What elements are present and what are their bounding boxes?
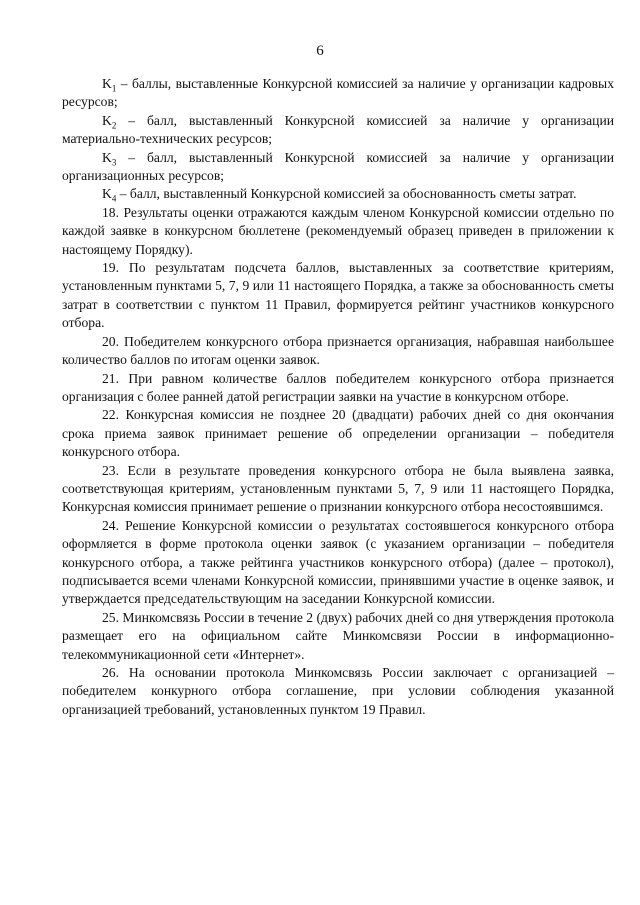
paragraph-24: 24. Решение Конкурсной комиссии о результатах состоявшегося конкурсного отбора оформляется в форме протокола оценки заявок (с указанием организации – победителя конкурсного отбора, а также рейтинга участников конкурсного отбора) (далее – протокол), подписывается всеми членами Конкурсной комиссии, принявшими участие в оценке заявок, и утверждается председательствующим на заседании Конкурсной комиссии.: [62, 517, 614, 607]
paragraph-18: 18. Результаты оценки отражаются каждым членом Конкурсной комиссии отдельно по каждой заявке в конкурсном бюллетене (рекомендуемый образец приведен в приложении к настоящему Порядку).: [62, 204, 614, 257]
criterion-k4: [62, 185, 614, 203]
page-number: 6: [316, 43, 324, 59]
criterion-text: – балл, выставленный Конкурсной комиссией за обоснованность сметы затрат.: [116, 186, 577, 202]
document-body: [62, 75, 614, 719]
criterion-index: 4: [111, 194, 117, 205]
paragraph-20: 20. Победителем конкурсного отбора признается организация, набравшая наибольшее количество баллов по итогам оценки заявок.: [62, 333, 614, 368]
paragraph-25: 25. Минкомсвязь России в течение 2 (двух) рабочих дней со дня утверждения протокола размещает его на официальном сайте Минкомсвязи России в информационно-телекоммуникационной сети «Интернет».: [62, 609, 614, 662]
criterion-index: 2: [111, 120, 117, 131]
criterion-text: – баллы, выставленные Конкурсной комиссией за наличие у организации кадровых ресурсов;: [62, 76, 614, 110]
criterion-text: – балл, выставленный Конкурсной комиссией за наличие у организации материально-технических ресурсов;: [62, 112, 614, 147]
criterion-k3: [62, 149, 614, 186]
paragraph-19: 19. По результатам подсчета баллов, выставленных за соответствие критериям, установленным пунктами 5, 7, 9 или 11 настоящего Порядка, а также за обоснованность сметы затрат в соответствии с пунктом 11 Правил, формируется рейтинг участников конкурсного отбора.: [62, 260, 614, 331]
criterion-index: 1: [111, 83, 117, 94]
criterion-symbol: K: [102, 76, 112, 91]
paragraph-23: 23. Если в результате проведения конкурсного отбора не была выявлена заявка, соответствующая критериям, установленным пунктами 5, 7, 9 или 11 настоящего Порядка, Конкурсная комиссия принимает решение о признании конкурсного отбора несостоявшимся.: [62, 462, 614, 515]
criterion-symbol: K: [102, 186, 112, 202]
criterion-index: 3: [111, 157, 117, 168]
criterion-text: – балл, выставленный Конкурсной комиссией за наличие у организации организационных ресурсов;: [62, 149, 614, 184]
paragraph-26: 26. На основании протокола Минкомсвязь России заключает с организацией – победителем конкурного отбора соглашение, при условии соблюдения указанной организацией требований, установленных пунктом 19 Правил.: [62, 665, 614, 717]
paragraph-21: 21. При равном количестве баллов победителем конкурсного отбора признается организация с более ранней датой регистрации заявки на участие в конкурсном отборе.: [62, 370, 614, 404]
criterion-k1: [62, 75, 614, 112]
paragraph-22: 22. Конкурсная комиссия не позднее 20 (двадцати) рабочих дней со дня окончания срока приема заявок принимает решение об определении организации – победителя конкурсного отбора.: [62, 407, 614, 460]
criterion-k2: [62, 112, 614, 149]
criterion-symbol: K: [102, 112, 112, 128]
criterion-symbol: K: [102, 149, 112, 165]
